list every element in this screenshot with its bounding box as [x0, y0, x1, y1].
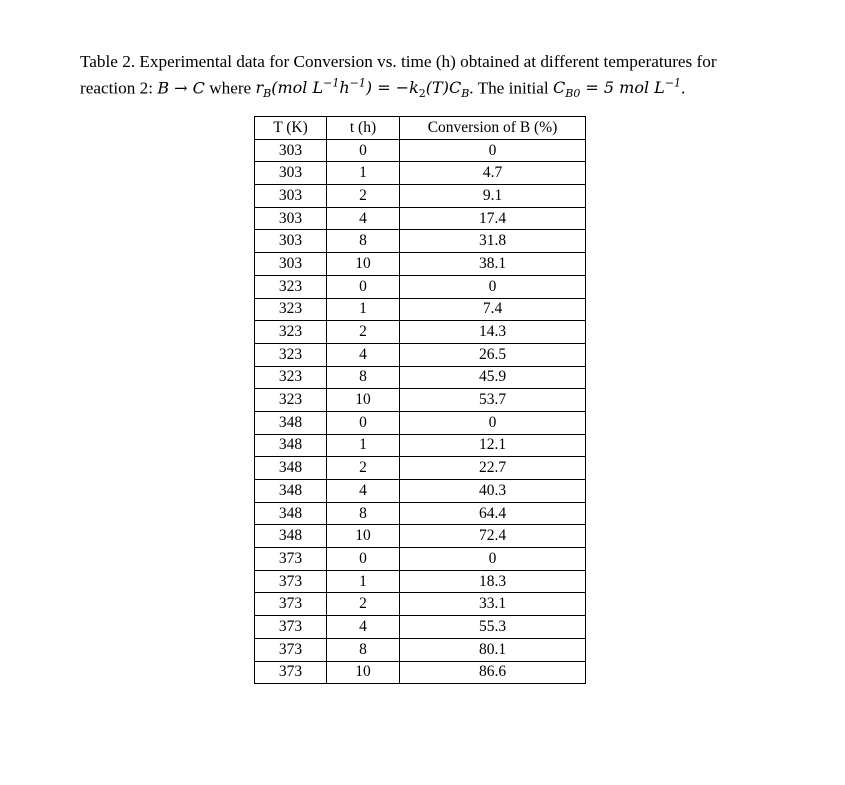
cell-time: 0	[327, 411, 400, 434]
table-row	[255, 593, 586, 616]
cell-temperature: 303	[255, 207, 327, 230]
table-row	[255, 185, 586, 208]
cell-conversion: 33.1	[400, 593, 586, 616]
cell-conversion: 0	[400, 275, 586, 298]
cell-time: 0	[327, 548, 400, 571]
cell-conversion: 7.4	[400, 298, 586, 321]
cell-temperature: 323	[255, 366, 327, 389]
table-row	[255, 411, 586, 434]
table-row	[255, 525, 586, 548]
conversion-data-table	[254, 116, 586, 684]
cell-conversion: 55.3	[400, 616, 586, 639]
caption-line-1: Table 2. Experimental data for Conversion vs. time (h) obtained at different temperatures for	[80, 52, 717, 71]
cell-conversion: 40.3	[400, 480, 586, 503]
cell-temperature: 348	[255, 525, 327, 548]
cell-temperature: 373	[255, 661, 327, 684]
cell-time: 1	[327, 162, 400, 185]
cell-time: 1	[327, 434, 400, 457]
cell-time: 10	[327, 661, 400, 684]
table-row	[255, 389, 586, 412]
table-row	[255, 253, 586, 276]
cell-conversion: 72.4	[400, 525, 586, 548]
cell-conversion: 22.7	[400, 457, 586, 480]
cell-temperature: 323	[255, 343, 327, 366]
cell-conversion: 12.1	[400, 434, 586, 457]
table-row	[255, 162, 586, 185]
cell-temperature: 348	[255, 434, 327, 457]
table-row	[255, 457, 586, 480]
table-row	[255, 638, 586, 661]
header-conversion: Conversion of B (%)	[400, 117, 586, 140]
cell-time: 0	[327, 139, 400, 162]
cell-temperature: 303	[255, 253, 327, 276]
table-row	[255, 548, 586, 571]
caption-initial-text: . The initial	[469, 78, 553, 98]
cell-time: 8	[327, 638, 400, 661]
table-row	[255, 230, 586, 253]
cell-conversion: 9.1	[400, 185, 586, 208]
table-row	[255, 434, 586, 457]
cell-conversion: 45.9	[400, 366, 586, 389]
cell-conversion: 53.7	[400, 389, 586, 412]
cell-time: 2	[327, 457, 400, 480]
cell-time: 4	[327, 207, 400, 230]
table-header-row	[255, 117, 586, 140]
cell-temperature: 373	[255, 548, 327, 571]
header-time: t (h)	[327, 117, 400, 140]
table-row	[255, 298, 586, 321]
cell-temperature: 303	[255, 162, 327, 185]
table-row	[255, 570, 586, 593]
cell-time: 10	[327, 389, 400, 412]
cell-time: 4	[327, 480, 400, 503]
cell-time: 10	[327, 253, 400, 276]
cell-temperature: 373	[255, 593, 327, 616]
cell-conversion: 86.6	[400, 661, 586, 684]
cell-temperature: 348	[255, 411, 327, 434]
table-row	[255, 275, 586, 298]
caption-prefix: reaction 2:	[80, 78, 158, 98]
rate-expression: $r_B(mol$ $L^{-1}h^{-1}) = -k_2(T)C_B$	[255, 77, 470, 101]
table-body	[255, 139, 586, 684]
cell-temperature: 348	[255, 480, 327, 503]
cell-time: 8	[327, 230, 400, 253]
cell-conversion: 0	[400, 139, 586, 162]
table-row	[255, 139, 586, 162]
table-row	[255, 480, 586, 503]
cell-conversion: 17.4	[400, 207, 586, 230]
reaction-equation: B → C	[157, 78, 205, 98]
table-row	[255, 343, 586, 366]
cell-temperature: 373	[255, 570, 327, 593]
cell-time: 1	[327, 570, 400, 593]
cell-time: 2	[327, 185, 400, 208]
cell-conversion: 26.5	[400, 343, 586, 366]
cell-time: 4	[327, 616, 400, 639]
table-row	[255, 661, 586, 684]
caption-where: where	[204, 78, 256, 98]
cell-conversion: 38.1	[400, 253, 586, 276]
table-row	[255, 366, 586, 389]
cell-temperature: 348	[255, 502, 327, 525]
cell-temperature: 323	[255, 389, 327, 412]
cell-temperature: 373	[255, 616, 327, 639]
cell-temperature: 348	[255, 457, 327, 480]
cell-temperature: 303	[255, 139, 327, 162]
cell-time: 2	[327, 321, 400, 344]
caption-line-2: reaction 2: B → C where $r_B(mol$ $L^{-1}h^{-1}) = -k_2(T)C_B$. The initial $C_{B0} = 5$ mol $L^{-1}$.	[80, 77, 686, 101]
cell-temperature: 373	[255, 638, 327, 661]
cell-conversion: 80.1	[400, 638, 586, 661]
cell-conversion: 14.3	[400, 321, 586, 344]
cell-time: 8	[327, 502, 400, 525]
table-caption	[80, 51, 780, 106]
cell-temperature: 303	[255, 230, 327, 253]
cell-conversion: 31.8	[400, 230, 586, 253]
cell-temperature: 303	[255, 185, 327, 208]
cell-conversion: 0	[400, 548, 586, 571]
cell-time: 0	[327, 275, 400, 298]
cell-conversion: 64.4	[400, 502, 586, 525]
cell-temperature: 323	[255, 275, 327, 298]
table-row	[255, 502, 586, 525]
cell-temperature: 323	[255, 321, 327, 344]
header-temperature: T (K)	[255, 117, 327, 140]
cell-conversion: 18.3	[400, 570, 586, 593]
cell-conversion: 4.7	[400, 162, 586, 185]
table-row	[255, 321, 586, 344]
cell-time: 4	[327, 343, 400, 366]
cell-time: 10	[327, 525, 400, 548]
cell-temperature: 323	[255, 298, 327, 321]
cell-time: 8	[327, 366, 400, 389]
cell-time: 2	[327, 593, 400, 616]
initial-concentration: $C_{B0} = 5$ mol $L^{-1}$	[552, 77, 682, 101]
table-row	[255, 207, 586, 230]
cell-time: 1	[327, 298, 400, 321]
table-row	[255, 616, 586, 639]
cell-conversion: 0	[400, 411, 586, 434]
